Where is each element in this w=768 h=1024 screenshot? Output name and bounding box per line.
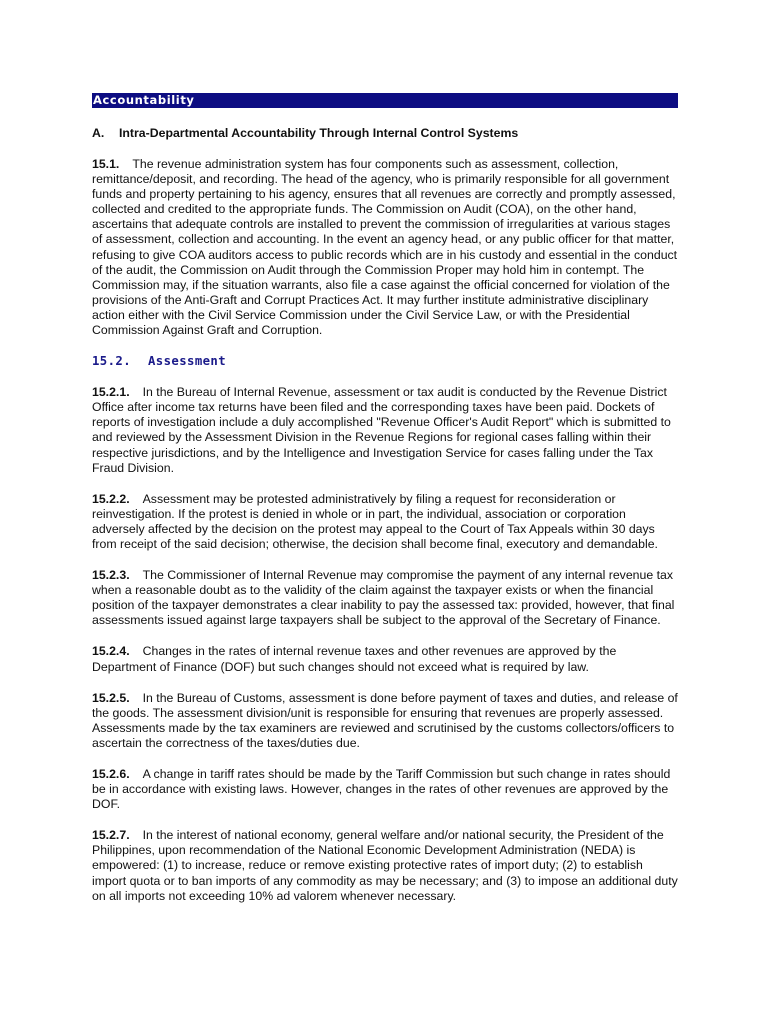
paragraph-number: 15.2.5. [92, 690, 130, 705]
section-title-bar: Accountability [92, 93, 678, 108]
subheading-title: Intra-Departmental Accountability Through Internal Control Systems [119, 126, 519, 140]
paragraph-number: 15.2.2. [92, 491, 130, 506]
paragraph-text: In the interest of national economy, general welfare and/or national security, the President of the Philippines, upon recommendation of the National Economic Development Administration (NEDA) is empowered: (1) to increase, reduce or remove existing protective rates of import duty; (2) to establish import quota or to ban imports of any commodity as may be necessary; and (3) to impose an additional duty on all imports not exceeding 10% ad valorem whenever necessary. [92, 828, 678, 903]
paragraph-text: A change in tariff rates should be made by the Tariff Commission but such change in rates should be in accordance with existing laws. However, changes in the rates of other revenues are approved by the DOF. [92, 767, 671, 812]
paragraph-15-2-6 [92, 767, 678, 812]
subheading-letter: A. [92, 126, 105, 140]
paragraph-number: 15.2.7. [92, 828, 130, 843]
paragraph-15-2-7 [92, 828, 678, 903]
paragraph-text: Changes in the rates of internal revenue taxes and other revenues are approved by the Department of Finance (DOF) but such changes should not exceed what is required by law. [92, 644, 617, 674]
subheading [92, 126, 678, 141]
paragraph-15-1 [92, 157, 678, 338]
heading-title: Assessment [148, 354, 227, 369]
paragraph-text: The revenue administration system has four components such as assessment, collection, remittance/deposit, and recording. The head of the agency, who is primarily responsible for all government funds and property pertaining to his agency, ensures that all revenues are correctly and promptly assessed, collected and credited to the appropriate funds. The Commission on Audit (COA), on the other hand, ascertains that adequate controls are installed to prevent the commission of irregularities at various stages of assessment, collection and accounting. In the event an agency head, or any public officer for that matter, refusing to give COA auditors access to public records which are in his custody and essential in the conduct of the audit, the Commission on Audit through the Commission Proper may hold him in contempt. The Commission may, if the situation warrants, also file a case against the official concerned for violation of the provisions of the Anti-Graft and Corrupt Practices Act. It may further institute administrative disciplinary action either with the Civil Service Commission under the Civil Service Law, or with the Presidential Commission Against Graft and Corruption. [92, 157, 678, 338]
paragraph-15-2-5 [92, 691, 678, 751]
paragraph-text: In the Bureau of Internal Revenue, assessment or tax audit is conducted by the Revenue District Office after income tax returns have been filed and the corresponding taxes have been paid. Dockets of reports of investigation include a duly accomplished "Revenue Officer's Audit Report" which is submitted to and reviewed by the Assessment Division in the Revenue Regions for regional cases falling within their respective jurisdictions, and by the Intelligence and Investigation Service for cases falling under the Tax Fraud Division. [92, 385, 671, 475]
assessment-heading [92, 354, 678, 369]
paragraph-15-2-2 [92, 492, 678, 552]
document-page [92, 93, 678, 920]
paragraph-15-2-1 [92, 385, 678, 476]
paragraph-text: In the Bureau of Customs, assessment is done before payment of taxes and duties, and release of the goods. The assessment division/unit is responsible for ensuring that revenues are properly assessed. Assessments made by the tax examiners are reviewed and scrutinised by the customs collectors/officers to ascertain the correctness of the taxes/duties due. [92, 690, 678, 750]
paragraph-text: The Commissioner of Internal Revenue may compromise the payment of any internal revenue tax when a reasonable doubt as to the validity of the claim against the taxpayer exists or when the financial position of the taxpayer demonstrates a clear inability to pay the assessed tax: provided, however, that final assessments issued against large taxpayers shall be subject to the approval of the Secretary of Finance. [92, 568, 675, 628]
paragraph-number: 15.1. [92, 157, 120, 171]
paragraph-15-2-3 [92, 568, 678, 628]
heading-number: 15.2. [92, 354, 132, 369]
paragraph-15-2-4 [92, 644, 678, 674]
paragraph-number: 15.2.4. [92, 644, 130, 659]
paragraph-number: 15.2.1. [92, 385, 130, 400]
paragraph-number: 15.2.6. [92, 767, 130, 781]
paragraph-number: 15.2.3. [92, 568, 130, 583]
paragraph-text: Assessment may be protested administratively by filing a request for reconsideration or reinvestigation. If the protest is denied in whole or in part, the individual, association or corporation adversely affected by the decision on the protest may appeal to the Court of Tax Appeals within 30 days from receipt of the said decision; otherwise, the decision shall become final, executory and demandable. [92, 491, 658, 551]
